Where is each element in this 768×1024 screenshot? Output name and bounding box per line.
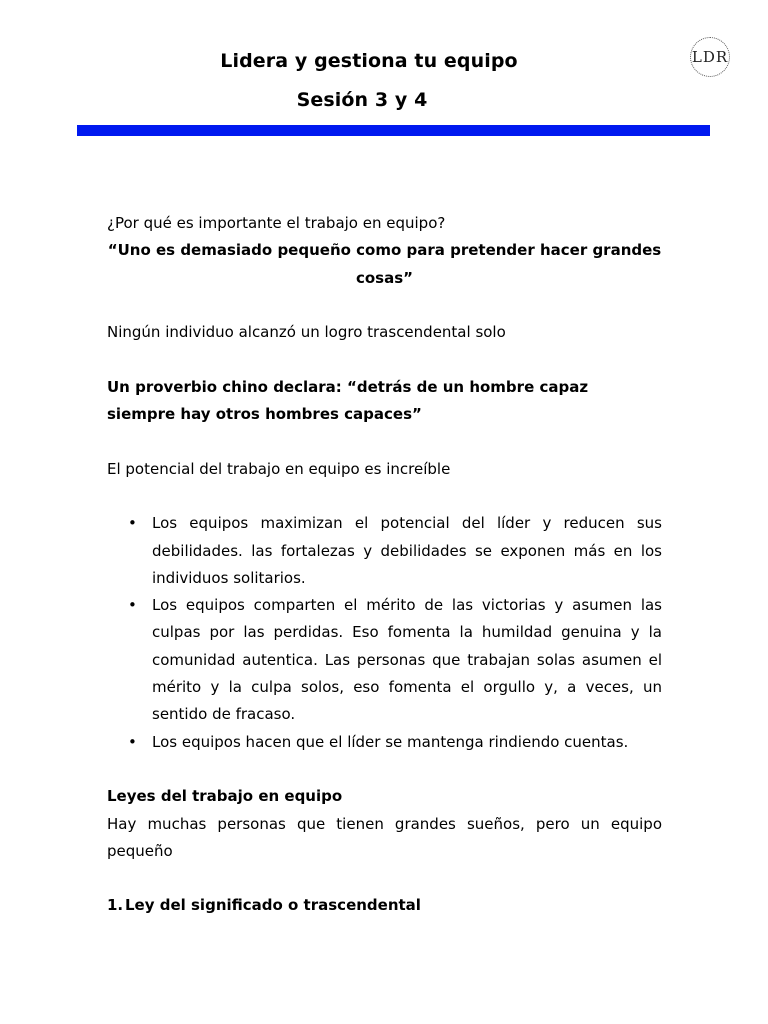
law-1-number: 1. [107,896,124,915]
spacer [107,483,662,510]
document-title: Lidera y gestiona tu equipo [220,50,518,72]
spacer [107,292,662,319]
document-subtitle: Sesión 3 y 4 [296,89,428,111]
list-item [107,729,662,756]
bullet-icon: • [128,514,137,533]
logo-text: LDR [691,48,729,66]
quote-text: “Uno es demasiado pequeño como para pretender hacer grandes cosas” [107,241,662,287]
spacer [107,865,662,892]
ldr-logo [690,37,730,77]
spacer [107,428,662,455]
spacer [107,346,662,373]
law-1-heading [107,892,662,919]
list-item-text: Los equipos maximizan el potencial del líder y reducen sus debilidades. las fortalezas y debilidades se exponen más en los individuos solitarios. [152,514,662,587]
list-item [107,592,662,728]
bullet-icon: • [128,732,137,751]
laws-intro-text: Hay muchas personas que tienen grandes sueños, pero un equipo pequeño [107,814,662,860]
question-text: ¿Por qué es importante el trabajo en equipo? [107,214,446,232]
document-body [107,210,662,920]
proverb-text: Un proverbio chino declara: “detrás de un hombre capaz siempre hay otros hombres capaces” [107,377,589,424]
header-rule [77,125,710,136]
law-1-title: Ley del significado o trascendental [125,896,421,915]
benefits-list [107,510,662,756]
spacer [107,756,662,783]
list-item [107,510,662,592]
laws-heading: Leyes del trabajo en equipo [107,787,343,806]
statement-text: Ningún individuo alcanzó un logro trascendental solo [107,323,506,342]
bullet-icon: • [128,596,137,615]
potential-text: El potencial del trabajo en equipo es increíble [107,459,451,478]
list-item-text: Los equipos comparten el mérito de las victorias y asumen las culpas por las perdidas. Eso fomenta la humildad genuina y la comunidad autentica. Las personas que trabajan solas asumen el mérito y la culpa solos, eso fomenta el orgullo y, a veces, un sentido de fracaso. [152,596,662,724]
list-item-text: Los equipos hacen que el líder se mantenga rindiendo cuentas. [152,732,629,751]
